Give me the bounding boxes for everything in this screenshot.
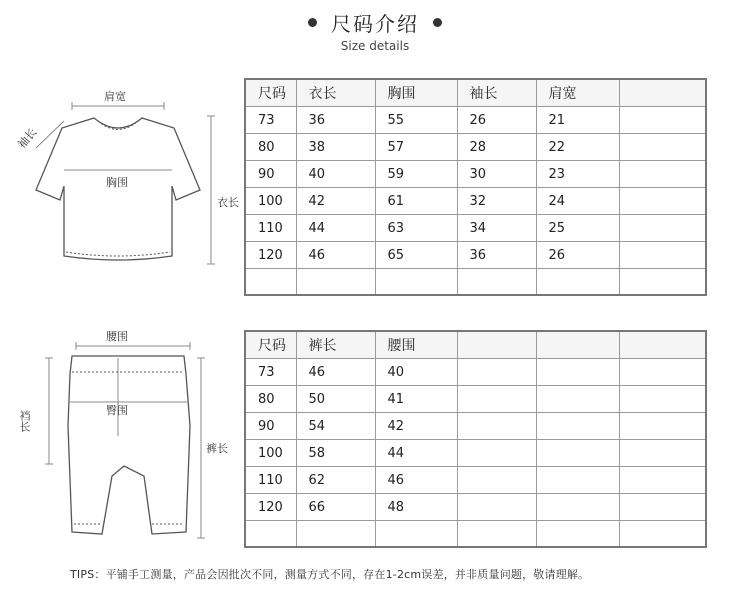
- table-cell: 44: [375, 440, 457, 467]
- table-cell: [457, 494, 536, 521]
- table-row: [245, 521, 706, 548]
- table-cell: [457, 359, 536, 386]
- table-cell: [536, 521, 619, 548]
- table-cell: 23: [536, 161, 619, 188]
- table-cell: 21: [536, 107, 619, 134]
- hip-label: 臀围: [106, 404, 128, 417]
- table-header-row: [245, 331, 706, 359]
- table-cell: 100: [245, 188, 296, 215]
- table-cell: 24: [536, 188, 619, 215]
- table-cell: 120: [245, 494, 296, 521]
- shoulder-label: 肩宽: [104, 90, 126, 103]
- table-cell: 28: [457, 134, 536, 161]
- bottom-size-table: [244, 330, 707, 548]
- table-cell: 25: [536, 215, 619, 242]
- table-cell: 36: [296, 107, 375, 134]
- tips-note: TIPS：平铺手工测量，产品会因批次不同，测量方式不同，存在1-2cm误差，并非质量问题，敬请理解。: [70, 568, 590, 581]
- table-row: [245, 161, 706, 188]
- table-cell: 110: [245, 467, 296, 494]
- table-row: [245, 359, 706, 386]
- rise-label: 裆长: [18, 410, 31, 432]
- table-row: [245, 242, 706, 269]
- table-cell: [536, 386, 619, 413]
- table-cell: 62: [296, 467, 375, 494]
- header-cell: [619, 331, 706, 359]
- header-cell: 袖长: [457, 79, 536, 107]
- header-cell: 衣长: [296, 79, 375, 107]
- page-title: 尺码介绍: [331, 12, 419, 36]
- table-cell: [536, 440, 619, 467]
- table-row: [245, 494, 706, 521]
- table-cell: 65: [375, 242, 457, 269]
- table-cell: [457, 440, 536, 467]
- title-row: [0, 8, 750, 37]
- table-cell: [457, 521, 536, 548]
- table-cell: [619, 440, 706, 467]
- table-cell: 80: [245, 386, 296, 413]
- header-cell: [536, 331, 619, 359]
- table-cell: [619, 413, 706, 440]
- length-label: 衣长: [217, 196, 239, 209]
- table-cell: 32: [457, 188, 536, 215]
- pants-outline-icon: [14, 326, 244, 546]
- table-row: [245, 440, 706, 467]
- table-cell: [619, 359, 706, 386]
- table-cell: [245, 269, 296, 296]
- table-cell: 48: [375, 494, 457, 521]
- table-cell: [457, 413, 536, 440]
- table-cell: [619, 215, 706, 242]
- table-cell: [296, 269, 375, 296]
- table-cell: 50: [296, 386, 375, 413]
- pants-diagram: [14, 326, 244, 546]
- table-cell: [536, 359, 619, 386]
- top-size-table: [244, 78, 707, 296]
- table-cell: [619, 242, 706, 269]
- table-cell: [619, 161, 706, 188]
- table-cell: 26: [536, 242, 619, 269]
- table-cell: [619, 521, 706, 548]
- table-cell: 110: [245, 215, 296, 242]
- table-row: [245, 215, 706, 242]
- table-cell: [619, 134, 706, 161]
- table-row: [245, 107, 706, 134]
- table-cell: [457, 386, 536, 413]
- table-cell: 40: [296, 161, 375, 188]
- table-cell: [619, 269, 706, 296]
- table-row: [245, 413, 706, 440]
- table-cell: 58: [296, 440, 375, 467]
- table-cell: 90: [245, 413, 296, 440]
- header-cell: 腰围: [375, 331, 457, 359]
- table-cell: 66: [296, 494, 375, 521]
- table-cell: 42: [375, 413, 457, 440]
- pants-length-label: 裤长: [206, 442, 228, 455]
- header-cell: 裤长: [296, 331, 375, 359]
- table-cell: [375, 521, 457, 548]
- table-cell: [536, 413, 619, 440]
- table-cell: 36: [457, 242, 536, 269]
- table-cell: 40: [375, 359, 457, 386]
- table-row: [245, 134, 706, 161]
- header-cell: 肩宽: [536, 79, 619, 107]
- table-cell: 120: [245, 242, 296, 269]
- table-cell: [619, 494, 706, 521]
- shirt-outline-icon: [14, 86, 244, 276]
- table-cell: 22: [536, 134, 619, 161]
- table-row: [245, 269, 706, 296]
- bullet-dot-left: [308, 18, 317, 27]
- table-cell: 30: [457, 161, 536, 188]
- table-row: [245, 467, 706, 494]
- table-cell: 73: [245, 359, 296, 386]
- table-cell: 80: [245, 134, 296, 161]
- table-cell: 26: [457, 107, 536, 134]
- table-cell: 61: [375, 188, 457, 215]
- page-subtitle: Size details: [340, 39, 410, 53]
- table-cell: 55: [375, 107, 457, 134]
- table-cell: 41: [375, 386, 457, 413]
- table-cell: [536, 269, 619, 296]
- page-header: [0, 8, 750, 53]
- header-cell: 尺码: [245, 331, 296, 359]
- table-cell: [296, 521, 375, 548]
- table-cell: [457, 269, 536, 296]
- table-cell: [619, 107, 706, 134]
- table-cell: 59: [375, 161, 457, 188]
- table-cell: 34: [457, 215, 536, 242]
- table-cell: 90: [245, 161, 296, 188]
- chest-label: 胸围: [106, 176, 128, 189]
- table-row: [245, 386, 706, 413]
- table-cell: 46: [296, 359, 375, 386]
- table-cell: [619, 188, 706, 215]
- table-cell: 38: [296, 134, 375, 161]
- header-cell: 尺码: [245, 79, 296, 107]
- table-cell: [245, 521, 296, 548]
- table-cell: 42: [296, 188, 375, 215]
- table-row: [245, 188, 706, 215]
- table-cell: 63: [375, 215, 457, 242]
- table-cell: [619, 467, 706, 494]
- table-cell: [619, 386, 706, 413]
- shirt-diagram: [14, 86, 244, 276]
- header-cell: [619, 79, 706, 107]
- table-cell: 44: [296, 215, 375, 242]
- table-header-row: [245, 79, 706, 107]
- table-cell: [457, 467, 536, 494]
- table-cell: 73: [245, 107, 296, 134]
- bullet-dot-right: [433, 18, 442, 27]
- table-cell: 57: [375, 134, 457, 161]
- table-cell: [536, 494, 619, 521]
- table-cell: [536, 467, 619, 494]
- sleeve-label: 袖长: [15, 125, 40, 151]
- table-cell: 54: [296, 413, 375, 440]
- table-cell: [375, 269, 457, 296]
- header-cell: [457, 331, 536, 359]
- waist-label: 腰围: [106, 330, 128, 343]
- table-cell: 46: [296, 242, 375, 269]
- header-cell: 胸围: [375, 79, 457, 107]
- table-cell: 46: [375, 467, 457, 494]
- table-cell: 100: [245, 440, 296, 467]
